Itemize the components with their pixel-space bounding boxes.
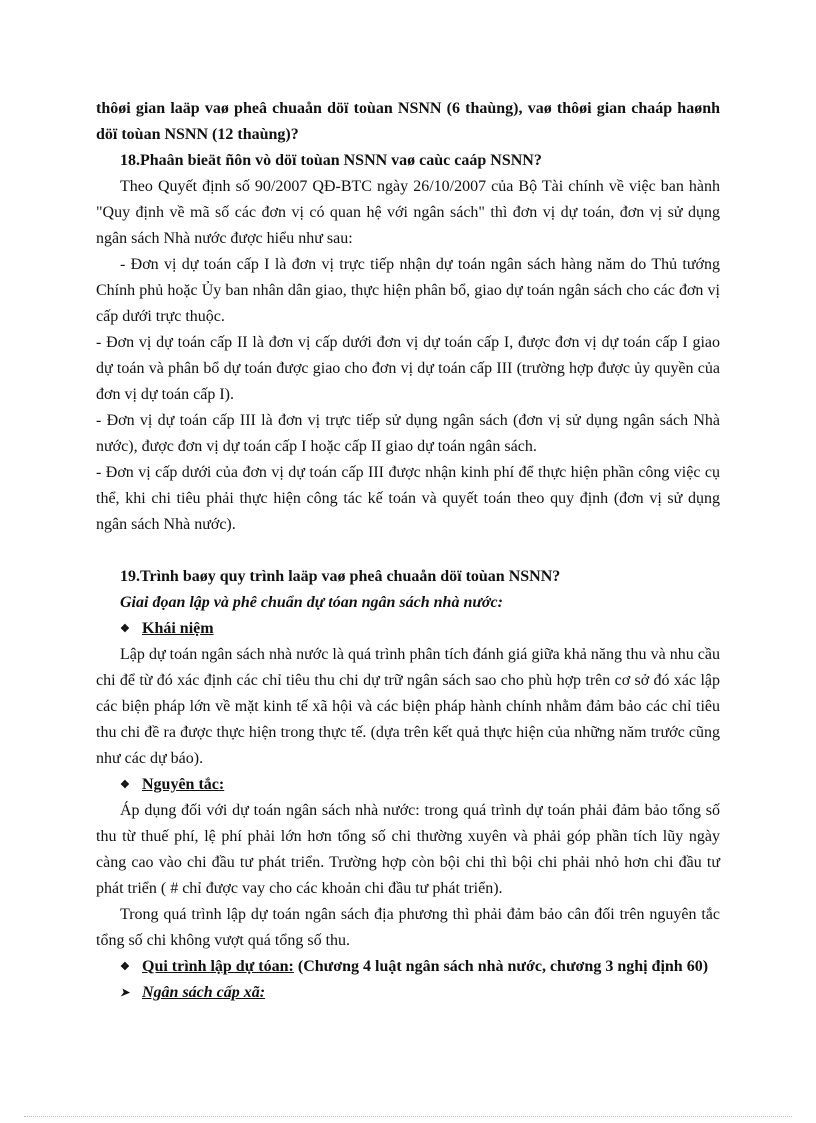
paragraph-local-budget: Trong quá trình lập dự toán ngân sách địa phương thì phải đảm bảo cân đối trên nguyên tắc tổng số chi không vượt quá tổng số thu. <box>96 906 720 949</box>
section-principle <box>96 772 720 798</box>
page-bottom-divider <box>24 1116 792 1117</box>
diamond-bullet-icon: ❖ <box>120 779 130 791</box>
blank-line <box>96 538 720 564</box>
section-commune-budget <box>96 980 720 1006</box>
paragraph-principle: Áp dụng đối với dự toán ngân sách nhà nước: trong quá trình dự toán phải đảm bảo tổng số thu từ thuế phí, lệ phí phải lớn hơn tổng số chi thường xuyên và phải góp phần tích lũy ngày càng cao vào chi đầu tư phát triển. Trường hợp còn bội chi thì bội chi phải nhỏ hơn chi đầu tư phát triển ( # chỉ được vay cho các khoản chi đầu tư phát triển). <box>96 802 720 897</box>
section-concept <box>96 616 720 642</box>
paragraph-level-1: - Đơn vị dự toán cấp I là đơn vị trực tiếp nhận dự toán ngân sách hàng năm do Thủ tướng Chính phủ hoặc Ủy ban nhân dân giao, thực hiện phân bổ, giao dự toán ngân sách cho các đơn vị cấp dưới trực thuộc. <box>96 256 720 325</box>
section-process <box>96 954 720 980</box>
section-principle-title: Nguyên tắc: <box>142 776 225 793</box>
section-commune-budget-title: Ngân sách cấp xã: <box>142 984 266 1001</box>
diamond-bullet-icon: ❖ <box>120 623 130 635</box>
paragraph-concept: Lập dự toán ngân sách nhà nước là quá trình phân tích đánh giá giữa khả năng thu và nhu cầu chi để từ đó xác định các chỉ tiêu thu chi dự trữ ngân sách sao cho phù hợp trên cơ sở đó xác lập các biện pháp lớn về mặt kinh tế xã hội và các biện pháp hành chính nhằm đảm bảo các chỉ tiêu thu chi đề ra được thực hiện trong thực tế. (dựa trên kết quả thực hiện của những năm trước cũng như các dự báo). <box>96 646 720 767</box>
diamond-bullet-icon: ❖ <box>120 961 130 973</box>
question-18-heading: 18.Phaân bieät ñôn vò döï toùan NSNN vaø caùc caáp NSNN? <box>120 152 542 169</box>
stage-heading: Giai đọan lập và phê chuẩn dự tóan ngân sách nhà nước: <box>120 594 503 611</box>
question-19-heading: 19.Trình baøy quy trình laäp vaø pheâ chuaån döï toùan NSNN? <box>120 568 561 585</box>
paragraph-continuation: thôøi gian laäp vaø pheâ chuaån döï toùan NSNN (6 thaùng), vaø thôøi gian chaáp haønh döï toùan NSNN (12 thaùng)? <box>96 100 720 143</box>
paragraph-level-2: - Đơn vị dự toán cấp II là đơn vị cấp dưới đơn vị dự toán cấp I, được đơn vị dự toán cấp I giao dự toán và phân bổ dự toán được giao cho đơn vị dự toán cấp III (trường hợp được ủy quyền của đơn vị dự toán cấp I). <box>96 334 720 403</box>
paragraph-lower-unit: - Đơn vị cấp dưới của đơn vị dự toán cấp III được nhận kinh phí để thực hiện phần công việc cụ thể, khi chi tiêu phải thực hiện công tác kế toán và quyết toán theo quy định (đơn vị sử dụng ngân sách Nhà nước). <box>96 464 720 533</box>
section-process-reference: (Chương 4 luật ngân sách nhà nước, chương 3 nghị định 60) <box>293 958 709 975</box>
paragraph-level-3: - Đơn vị dự toán cấp III là đơn vị trực tiếp sử dụng ngân sách (đơn vị sử dụng ngân sách Nhà nước), được đơn vị dự toán cấp I hoặc cấp II giao dự toán ngân sách. <box>96 412 720 455</box>
paragraph-decision-intro: Theo Quyết định số 90/2007 QĐ-BTC ngày 26/10/2007 của Bộ Tài chính về việc ban hành "Quy định về mã số các đơn vị có quan hệ với ngân sách" thì đơn vị dự toán, đơn vị sử dụng ngân sách Nhà nước được hiểu như sau: <box>96 178 720 247</box>
section-process-title: Qui trình lập dự tóan: <box>142 958 294 975</box>
section-concept-title: Khái niệm <box>142 620 214 637</box>
document-page <box>96 96 720 1006</box>
arrow-bullet-icon: ➤ <box>120 987 130 999</box>
